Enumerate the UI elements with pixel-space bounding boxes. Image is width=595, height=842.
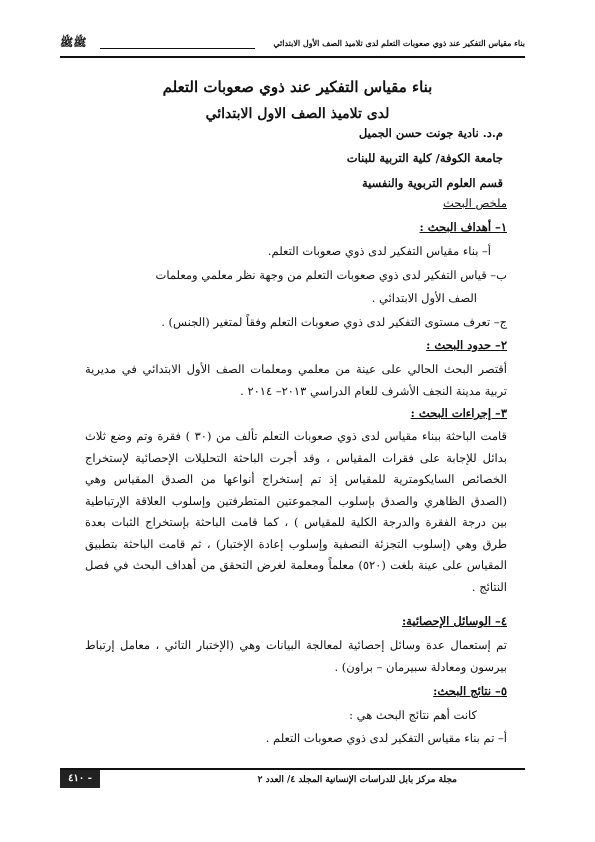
section-5-heading: ٥– نتائج البحث:: [433, 684, 507, 698]
running-title: بناء مقياس التفكير عند ذوي صعوبات التعلم لدى تلاميذ الصف الأول الابتدائي: [273, 38, 525, 48]
running-header: [60, 36, 525, 54]
section-4-heading: ٤– الوسائل الإحصائية:: [401, 614, 507, 628]
section-2-heading: ٢– حدود البحث :: [426, 338, 507, 352]
abstract-heading: ملخص البحث: [442, 196, 507, 210]
paper-title-line2: لدى تلاميذ الصف الاول الابتدائي: [205, 106, 390, 122]
header-dash-line: [100, 48, 255, 49]
objective-c: ج– تعرف مستوى التفكير لدى ذوي صعوبات التعلم وفقاً لمتغير (الجنس) .: [161, 315, 507, 329]
objective-b-line1: ب– قياس التفكير لدى ذوي صعوبات التعلم من وجهة نظر معلمي ومعلمات: [155, 268, 507, 282]
header-ornament-icon: ﷺﷺ: [60, 36, 87, 49]
header-rule: [60, 56, 525, 58]
page-number: - ٤١٠: [60, 770, 100, 788]
author-name: م.د. نادية جونت حسن الجميل: [358, 126, 503, 140]
result-a: أ– تم بناء مقياس التفكير لدى ذوي صعوبات التعلم .: [265, 731, 507, 745]
section-2-text: أقتصر البحث الحالي على عينة من معلمي ومعلمات الصف الأول الابتدائي في مديرية تربية مدينة النجف الأشرف للعام الدراسي ٢٠١٣– ٢٠١٤ .: [85, 362, 507, 398]
section-3-heading: ٣– إجراءات البحث :: [410, 406, 507, 420]
footer-rule: [60, 768, 525, 770]
section-1-heading: ١– أهداف البحث :: [419, 220, 507, 234]
section-3-text: قامت الباحثة ببناء مقياس لدى ذوي صعوبات التعلم تألف من (٣٠ ) فقرة وتم وضع ثلاث بدائل للإجابة على فقرات المقياس ، وقد أجرت الباحثة التحليلات الإحصائية لإستخراج الخصائص السايكومترية للمقياس إذ تم إستخراج أنواعها من الصدق المقياس وهي (الصدق الظاهري والصدق بإسلوب المجموعتين المتطرفتين وإسلوب العلاقة الإرتباطية بين درجة الفقرة والدرجة الكلية للمقياس ) ، كما قامت الباحثة بإستخراج الثبات بعدة طرق وهي (إسلوب التجزئة النصفية وإسلوب إعادة الإختبار) ، ثم قامت الباحثة بتطبيق المقياس على عينة بلغت (٥٢٠) معلماً ومعلمة لغرض التحقق من أهداف البحث في فصل النتائج .: [85, 429, 507, 594]
journal-citation: مجلة مركز بابل للدراسات الإنسانية المجلد ٤/ العدد ٢: [257, 775, 457, 785]
section-4-text: تم إستعمال عدة وسائل إحصائية لمعالجة البيانات وهي (الإختبار التائي ، معامل إرتباط بيرسون ومعادلة سبيرمان – براون) .: [85, 638, 507, 674]
author-department: قسم العلوم التربوية والنفسية: [362, 176, 503, 190]
objective-a: أ– بناء مقياس التفكير لدى ذوي صعوبات التعلم.: [267, 244, 491, 258]
author-affiliation: جامعة الكوفة/ كلية التربية للبنات: [346, 151, 503, 165]
results-intro: كانت أهم نتائج البحث هي :: [349, 708, 477, 722]
objective-b-line2: الصف الأول الابتدائي .: [371, 291, 477, 305]
paper-title-line1: بناء مقياس التفكير عند ذوي صعوبات التعلم: [162, 78, 433, 96]
